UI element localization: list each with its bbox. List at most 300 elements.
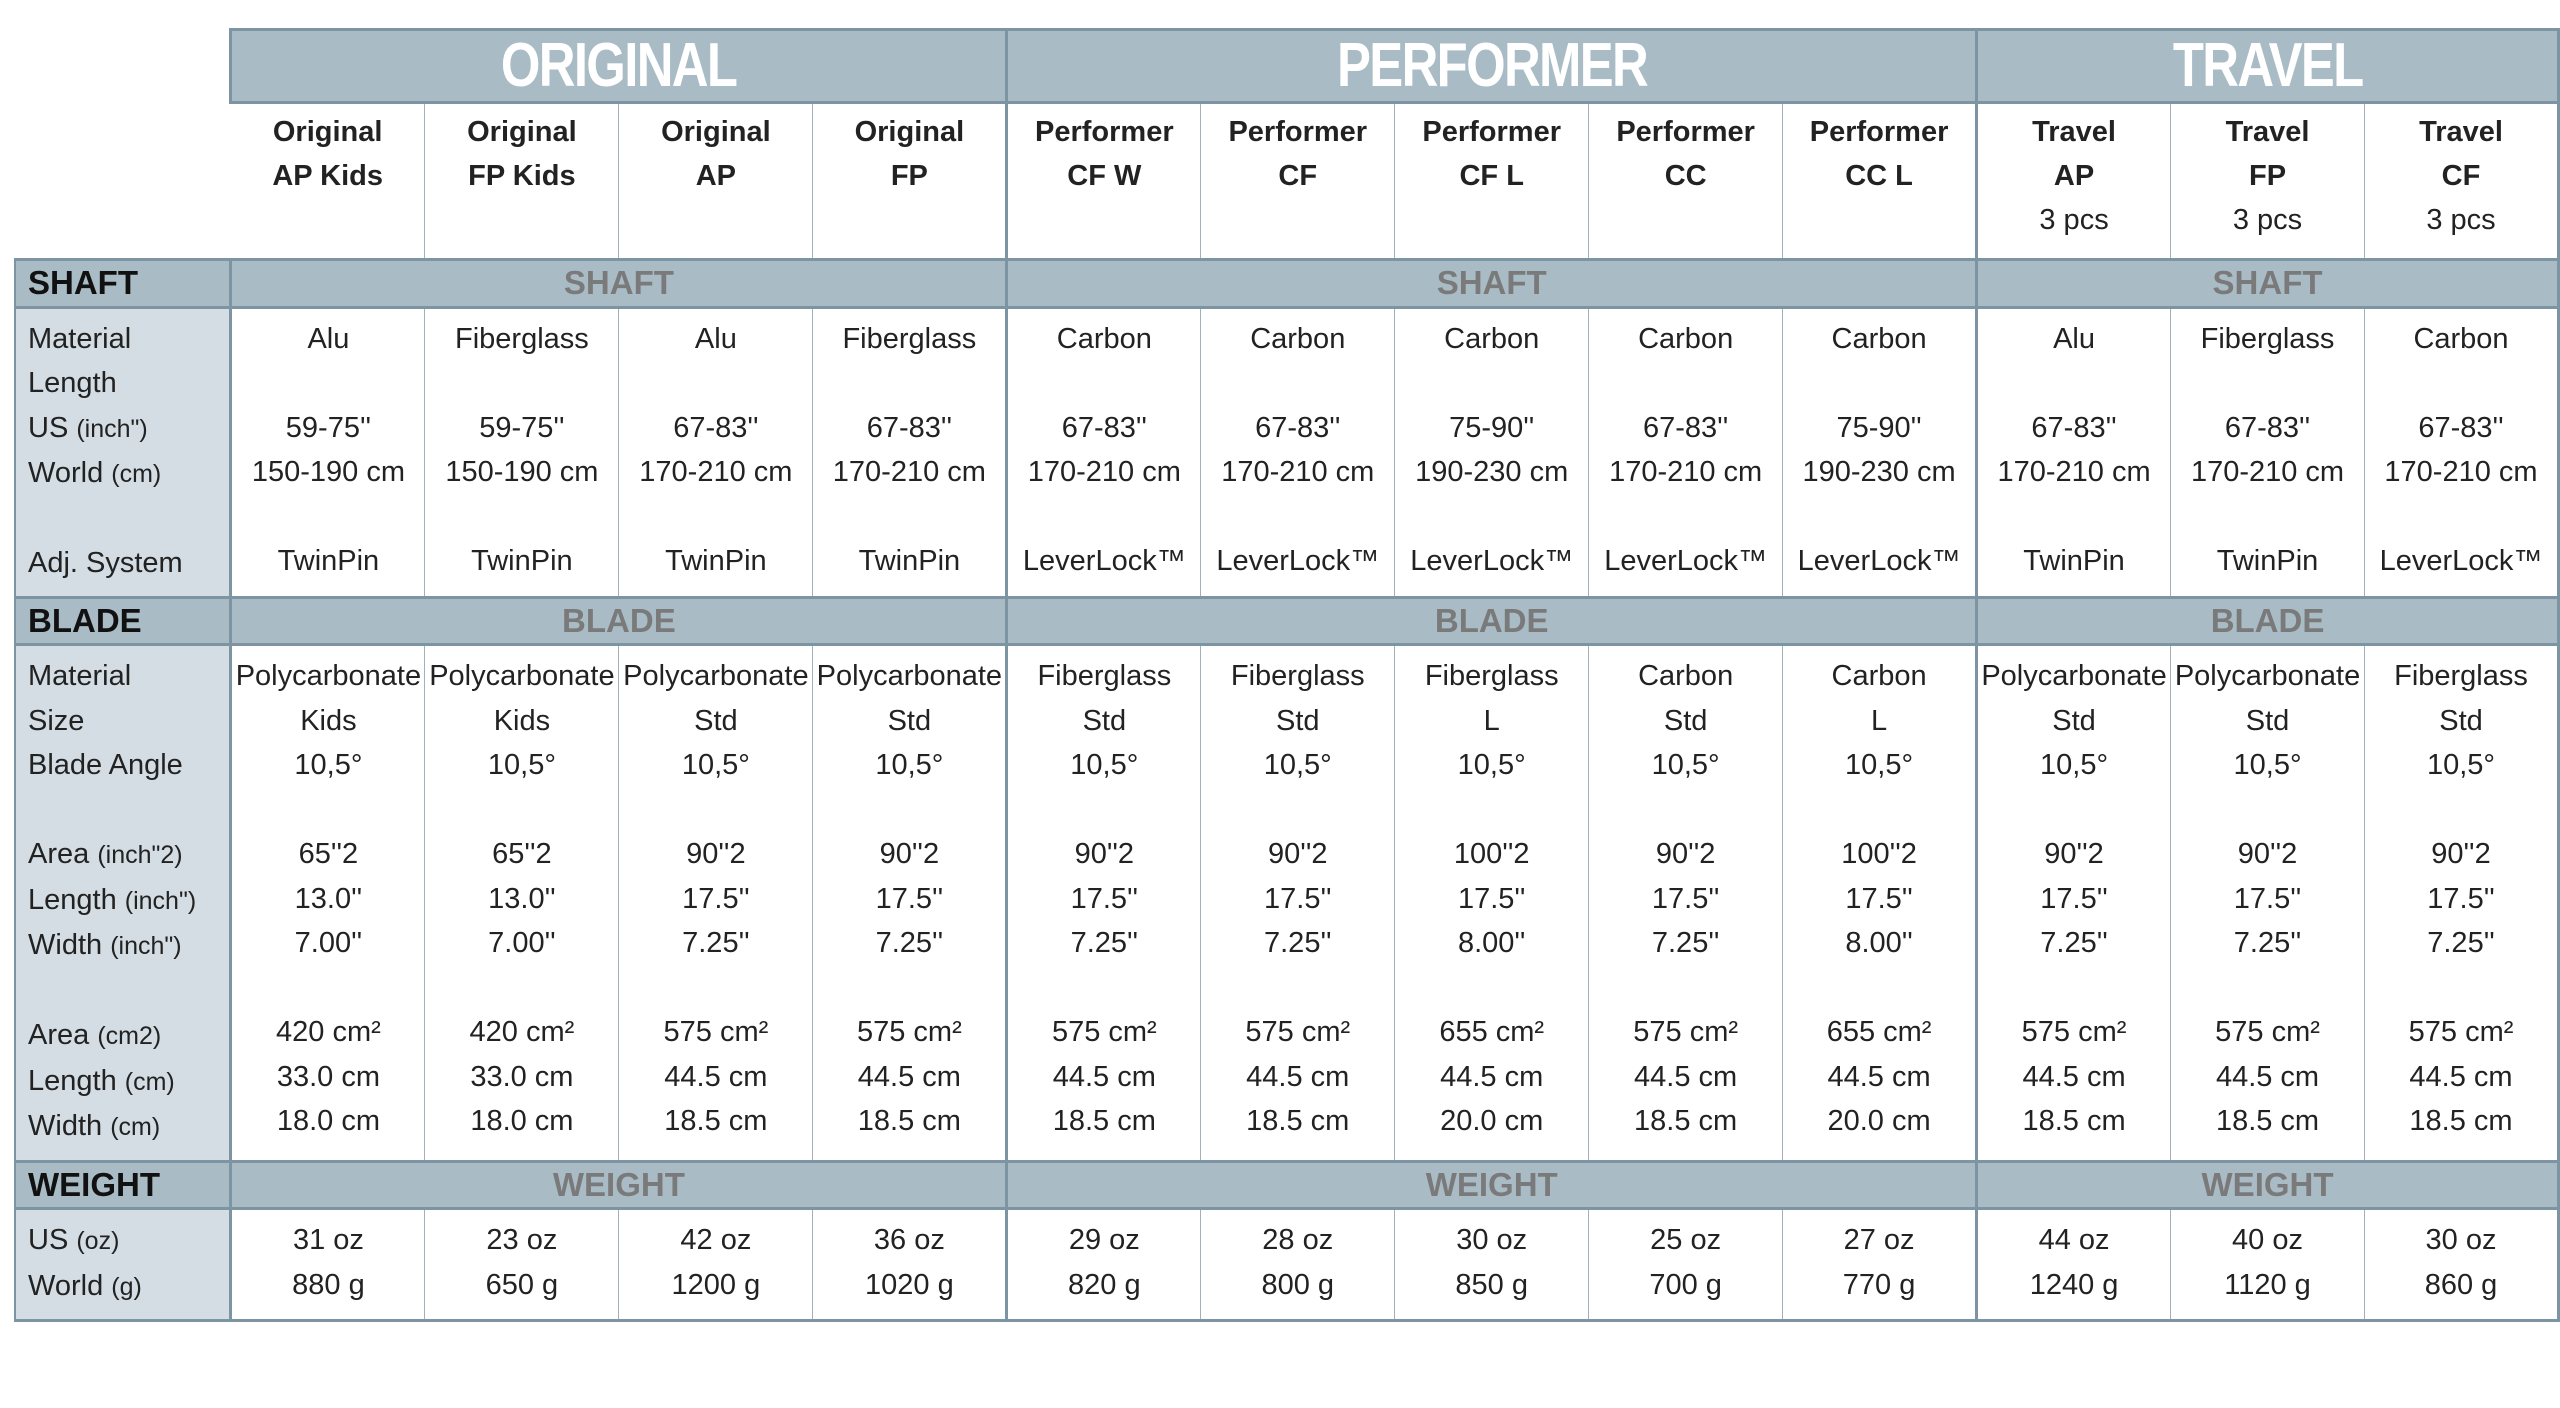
cell-value: 575 cm²: [856, 1016, 962, 1048]
cell-empty: [2365, 361, 2557, 406]
value-cell: [1201, 1209, 1395, 1321]
cell-value: Kids: [493, 704, 551, 737]
spacer: [1589, 495, 1782, 540]
cell-value: 150-190 cm: [445, 456, 599, 488]
cell-value: 90''2: [1655, 838, 1716, 870]
cell-value: 23 oz: [486, 1224, 558, 1256]
cell-value: Std: [1663, 704, 1708, 737]
cell-value: 10,5°: [1651, 749, 1720, 781]
row-label-unit: (cm2): [97, 1022, 162, 1050]
model-name-line1: Performer: [1809, 116, 1949, 148]
value-cell: [1395, 645, 1589, 1162]
cell-value: Std: [1276, 704, 1320, 737]
spacer: [28, 497, 229, 542]
cell-value: 18.5 cm: [1052, 1105, 1156, 1137]
value-cell: [1007, 307, 1201, 597]
cell-value: 8.00'': [1457, 927, 1526, 959]
cell-value: 18.0 cm: [276, 1105, 380, 1137]
cell-empty: [1395, 361, 1588, 406]
value-cell: [1395, 1209, 1589, 1321]
section-group-label: SHAFT: [1007, 260, 1977, 308]
cell-value: 100''2: [1841, 838, 1917, 870]
model-header: [2365, 103, 2559, 260]
cell-value: Fiberglass: [2200, 322, 2335, 355]
cell-value: 27 oz: [1843, 1224, 1915, 1256]
cell-value: L: [1483, 704, 1500, 737]
value-cell: [1783, 645, 1977, 1162]
cell-value: 44.5 cm: [664, 1060, 768, 1093]
cell-value: 17.5'': [1457, 882, 1526, 915]
cell-value: 7.00'': [294, 927, 363, 959]
cell-value: 10,5°: [1845, 749, 1914, 781]
value-cell: [813, 645, 1007, 1162]
blade-block: [15, 645, 2559, 1162]
model-name-line2: FP: [890, 160, 928, 192]
cell-value: Polycarbonate: [235, 660, 422, 692]
cell-value: LeverLock™: [1216, 545, 1380, 577]
cell-value: Kids: [300, 704, 357, 737]
cell-value: 18.5 cm: [1246, 1105, 1350, 1137]
value-cell: [1783, 307, 1977, 597]
value-cell: [619, 307, 813, 597]
cell-value: 18.0 cm: [470, 1105, 574, 1137]
cell-value: 170-210 cm: [1221, 456, 1375, 488]
cell-value: 7.25'': [2233, 927, 2302, 959]
row-label-main: Material: [28, 660, 132, 692]
model-name-line1: Performer: [1035, 116, 1174, 148]
cell-value: 90''2: [879, 838, 940, 870]
spacer: [28, 788, 229, 833]
value-cell: [2171, 1209, 2365, 1321]
model-name-line1: Original: [661, 116, 771, 148]
row-labels: [15, 307, 231, 597]
row-label-main: Adj. System: [28, 547, 183, 579]
model-name-line2: CF W: [1067, 160, 1142, 192]
cell-value: 17.5'': [682, 882, 750, 915]
model-name-line2: AP Kids: [272, 160, 383, 192]
row-label-main: US: [28, 411, 77, 444]
model-header: [1007, 103, 1201, 260]
value-cell: [425, 645, 619, 1162]
value-cell: [1201, 645, 1395, 1162]
cell-value: 75-90'': [1836, 411, 1922, 444]
spacer: [28, 969, 229, 1014]
cell-value: 44.5 cm: [2215, 1060, 2320, 1093]
value-cell: [2365, 307, 2559, 597]
value-cell: [2365, 645, 2559, 1162]
spacer: [2171, 788, 2364, 833]
spacer: [232, 788, 424, 833]
row-label-unit: (cm): [111, 460, 162, 488]
cell-value: 7.25'': [1651, 927, 1720, 959]
cell-value: 575 cm²: [2021, 1016, 2127, 1048]
spacer: [1008, 495, 1200, 540]
model-name-line3: 3 pcs: [2426, 204, 2496, 236]
value-cell: [231, 1209, 425, 1321]
corner-cell: [15, 103, 231, 260]
cell-value: 67-83'': [866, 411, 952, 444]
model-header: [1783, 103, 1977, 260]
cell-value: Fiberglass: [2394, 660, 2528, 692]
model-name-line1: Performer: [1616, 116, 1755, 148]
cell-value: 170-210 cm: [2190, 456, 2345, 488]
group-title: [1977, 30, 2559, 103]
cell-empty: [1978, 361, 2170, 406]
spacer: [232, 966, 424, 1011]
cell-value: TwinPin: [471, 545, 573, 577]
row-label-unit: (inch"2): [97, 841, 183, 869]
section-row-weight: [15, 1161, 2559, 1209]
cell-value: 20.0 cm: [1827, 1105, 1931, 1137]
cell-value: 18.5 cm: [664, 1105, 768, 1137]
model-name-line1: Travel: [2032, 116, 2116, 148]
row-label-main: World: [28, 1269, 112, 1302]
shaft-block: [15, 307, 2559, 597]
spacer: [1201, 788, 1394, 833]
cell-value: 10,5°: [487, 749, 556, 781]
group-header-row: [15, 30, 2559, 103]
cell-value: 575 cm²: [2408, 1016, 2514, 1048]
cell-value: Std: [2245, 704, 2290, 737]
cell-value: 65''2: [492, 838, 552, 870]
cell-value: 25 oz: [1650, 1224, 1722, 1256]
cell-empty: [232, 361, 424, 406]
cell-empty: [619, 361, 812, 406]
cell-value: 700 g: [1649, 1268, 1722, 1301]
model-name-line2: FP: [2248, 160, 2287, 192]
spacer: [619, 495, 812, 540]
section-row-blade: [15, 597, 2559, 645]
cell-value: Fiberglass: [842, 322, 977, 355]
cell-value: 880 g: [292, 1268, 365, 1301]
cell-value: 1200 g: [671, 1268, 761, 1301]
model-name-line1: Performer: [1228, 116, 1368, 148]
cell-value: 170-210 cm: [1027, 456, 1181, 488]
cell-value: Polycarbonate: [2174, 660, 2361, 692]
cell-value: 770 g: [1842, 1268, 1916, 1301]
model-header: [1201, 103, 1395, 260]
spacer: [425, 966, 618, 1011]
section-label: SHAFT: [15, 260, 231, 308]
group-title-text: PERFORMER: [1336, 31, 1647, 100]
spacer: [1978, 788, 2170, 833]
spacer: [1008, 788, 1200, 833]
cell-value: 36 oz: [873, 1224, 945, 1256]
cell-value: 13.0'': [294, 882, 363, 915]
cell-value: 17.5'': [2427, 882, 2495, 915]
row-label-unit: (oz): [76, 1227, 120, 1255]
cell-value: 850 g: [1455, 1268, 1528, 1301]
row-label: [28, 361, 229, 406]
cell-value: 17.5'': [1070, 882, 1139, 915]
group-title: [1007, 30, 1977, 103]
row-label-main: World: [28, 457, 112, 489]
value-cell: [813, 1209, 1007, 1321]
spacer: [1008, 966, 1200, 1011]
cell-value: Std: [2439, 704, 2483, 737]
section-group-label: BLADE: [1007, 597, 1977, 645]
cell-value: 59-75'': [285, 411, 372, 444]
cell-value: Alu: [307, 322, 350, 355]
cell-value: Fiberglass: [1424, 660, 1559, 692]
cell-value: 67-83'': [2224, 411, 2311, 444]
model-header: [2171, 103, 2365, 260]
row-label-unit: (cm): [124, 1067, 175, 1096]
cell-value: 7.25'': [682, 927, 750, 959]
cell-value: 1020 g: [865, 1268, 954, 1301]
cell-value: 150-190 cm: [251, 456, 405, 488]
value-cell: [1589, 645, 1783, 1162]
group-title-text: ORIGINAL: [501, 31, 737, 100]
cell-value: 33.0 cm: [276, 1060, 380, 1093]
row-label: [28, 743, 229, 788]
model-name-line1: Performer: [1422, 116, 1562, 148]
cell-value: 17.5'': [1651, 882, 1720, 915]
cell-value: Carbon: [1250, 322, 1346, 355]
cell-value: 1240 g: [2029, 1268, 2119, 1301]
spacer: [1201, 495, 1394, 540]
cell-value: LeverLock™: [1410, 545, 1574, 577]
row-label: [28, 317, 229, 362]
cell-value: 18.5 cm: [2409, 1105, 2513, 1137]
spacer: [1589, 966, 1782, 1011]
cell-value: Carbon: [1831, 322, 1927, 355]
cell-value: Fiberglass: [1230, 660, 1365, 692]
cell-value: 30 oz: [2425, 1224, 2497, 1256]
cell-value: LeverLock™: [1022, 545, 1186, 577]
spacer: [1783, 788, 1975, 833]
cell-value: 10,5°: [2040, 749, 2109, 781]
row-label: [28, 699, 229, 744]
cell-value: LeverLock™: [1797, 545, 1961, 577]
cell-value: 44.5 cm: [2022, 1060, 2126, 1093]
spacer: [1978, 495, 2170, 540]
row-label-main: Area: [28, 1019, 98, 1051]
cell-value: 170-210 cm: [1609, 456, 1763, 488]
model-header-row: [15, 103, 2559, 260]
value-cell: [2171, 307, 2365, 597]
value-cell: [2171, 645, 2365, 1162]
cell-value: 655 cm²: [1826, 1016, 1932, 1048]
cell-value: Alu: [694, 322, 737, 355]
row-label-main: Width: [28, 929, 111, 961]
cell-value: 1120 g: [2224, 1268, 2311, 1301]
row-label: [28, 1013, 229, 1059]
model-header: [813, 103, 1007, 260]
cell-value: 17.5'': [1264, 882, 1332, 915]
section-group-label: WEIGHT: [1007, 1161, 1977, 1209]
cell-value: 860 g: [2424, 1268, 2498, 1301]
model-name-line1: Travel: [2225, 116, 2310, 148]
cell-value: 8.00'': [1845, 927, 1913, 959]
cell-value: Fiberglass: [455, 322, 589, 355]
model-name-line2: AP: [695, 160, 737, 192]
value-cell: [1007, 645, 1201, 1162]
model-header: [1977, 103, 2171, 260]
value-cell: [1589, 1209, 1783, 1321]
cell-value: 575 cm²: [1245, 1016, 1351, 1048]
value-cell: [1783, 1209, 1977, 1321]
cell-empty: [1783, 361, 1975, 406]
model-name-line2: FP Kids: [468, 160, 576, 192]
model-name-line1: Original: [272, 116, 383, 148]
cell-value: 90''2: [1268, 838, 1328, 870]
cell-value: 100''2: [1453, 838, 1530, 870]
row-label-unit: (cm): [110, 1113, 161, 1141]
value-cell: [425, 1209, 619, 1321]
model-header: [425, 103, 619, 260]
value-cell: [425, 307, 619, 597]
cell-value: 44.5 cm: [1440, 1060, 1544, 1093]
row-label-main: Blade Angle: [28, 749, 183, 781]
cell-value: 420 cm²: [469, 1016, 575, 1048]
row-label-main: Size: [28, 704, 85, 737]
cell-value: 655 cm²: [1439, 1016, 1545, 1048]
cell-empty: [2171, 361, 2364, 406]
cell-value: 575 cm²: [1051, 1016, 1157, 1048]
cell-value: 67-83'': [673, 411, 759, 444]
row-label-main: Length: [28, 883, 125, 916]
cell-value: 10,5°: [875, 749, 944, 781]
model-name-line2: AP: [2053, 160, 2095, 192]
cell-value: 17.5'': [2040, 882, 2108, 915]
cell-value: 7.25'': [1264, 927, 1332, 959]
model-header: [1589, 103, 1783, 260]
value-cell: [231, 307, 425, 597]
row-label-unit: (inch"): [110, 932, 182, 960]
cell-empty: [813, 361, 1005, 406]
spacer: [1395, 495, 1588, 540]
cell-value: 67-83'': [2418, 411, 2504, 444]
cell-value: 17.5'': [2233, 882, 2302, 915]
cell-value: 7.25'': [2040, 927, 2108, 959]
row-label-main: Length: [28, 367, 117, 399]
cell-value: 29 oz: [1068, 1224, 1140, 1256]
cell-value: 10,5°: [1457, 749, 1526, 781]
spacer: [1395, 966, 1588, 1011]
row-label: [28, 878, 229, 924]
cell-value: 575 cm²: [1633, 1016, 1739, 1048]
cell-value: LeverLock™: [1604, 545, 1768, 577]
spacer: [2365, 495, 2557, 540]
row-label: [28, 654, 229, 699]
cell-value: 40 oz: [2232, 1224, 2303, 1256]
cell-value: 28 oz: [1262, 1224, 1334, 1256]
cell-value: Polycarbonate: [429, 660, 615, 692]
cell-value: 44.5 cm: [857, 1060, 961, 1093]
cell-value: 90''2: [2237, 838, 2298, 870]
section-group-label: BLADE: [1977, 597, 2559, 645]
value-cell: [619, 645, 813, 1162]
cell-value: 170-210 cm: [2384, 456, 2538, 488]
cell-value: 44 oz: [2038, 1224, 2110, 1256]
cell-value: TwinPin: [2216, 545, 2319, 577]
model-header: [619, 103, 813, 260]
cell-value: 20.0 cm: [1440, 1105, 1544, 1137]
cell-value: Carbon: [1638, 660, 1734, 692]
cell-value: 575 cm²: [663, 1016, 769, 1048]
cell-value: Carbon: [1638, 322, 1734, 355]
cell-value: 10,5°: [681, 749, 750, 781]
cell-value: Std: [1082, 704, 1127, 737]
model-name-line1: Original: [467, 116, 577, 148]
cell-value: 820 g: [1068, 1268, 1141, 1301]
cell-value: 800 g: [1261, 1268, 1335, 1301]
cell-value: 42 oz: [680, 1224, 752, 1256]
model-name-line3: 3 pcs: [2039, 204, 2109, 236]
row-label: [28, 832, 229, 878]
value-cell: [1395, 307, 1589, 597]
cell-value: Polycarbonate: [623, 660, 809, 692]
cell-value: Carbon: [1831, 660, 1927, 692]
spacer: [813, 788, 1005, 833]
cell-value: 30 oz: [1456, 1224, 1528, 1256]
cell-value: 67-83'': [1061, 411, 1147, 444]
section-label: BLADE: [15, 597, 231, 645]
value-cell: [2365, 1209, 2559, 1321]
cell-value: 650 g: [485, 1268, 559, 1301]
spacer: [1395, 788, 1588, 833]
cell-value: 18.5 cm: [1634, 1105, 1738, 1137]
cell-value: TwinPin: [665, 545, 767, 577]
model-name-line2: CF: [1278, 160, 1318, 192]
cell-value: Polycarbonate: [1981, 660, 2167, 692]
row-label-main: Length: [28, 1064, 125, 1097]
cell-value: TwinPin: [2023, 545, 2125, 577]
cell-value: 190-230 cm: [1415, 456, 1569, 488]
model-header: [231, 103, 425, 260]
row-label-unit: (g): [111, 1272, 142, 1301]
spacer: [232, 495, 424, 540]
cell-value: 420 cm²: [276, 1016, 381, 1048]
cell-value: 75-90'': [1449, 411, 1535, 444]
section-group-label: WEIGHT: [1977, 1161, 2559, 1209]
cell-value: Polycarbonate: [816, 660, 1003, 692]
cell-value: 44.5 cm: [2409, 1060, 2513, 1093]
cell-value: 170-210 cm: [639, 456, 793, 488]
section-group-label: SHAFT: [231, 260, 1007, 308]
cell-value: 10,5°: [1263, 749, 1332, 781]
row-label-main: US: [28, 1224, 77, 1256]
cell-value: 33.0 cm: [470, 1060, 574, 1093]
cell-value: 13.0'': [488, 882, 556, 915]
cell-empty: [1201, 361, 1394, 406]
value-cell: [813, 307, 1007, 597]
value-cell: [1977, 307, 2171, 597]
cell-value: 7.25'': [1070, 927, 1139, 959]
cell-value: 44.5 cm: [1634, 1060, 1738, 1093]
section-row-shaft: [15, 260, 2559, 308]
row-label-main: Material: [28, 322, 132, 355]
spacer: [2365, 966, 2557, 1011]
row-labels: [15, 645, 231, 1162]
cell-value: Carbon: [2413, 322, 2509, 355]
cell-value: 44.5 cm: [1052, 1060, 1156, 1093]
row-label: [28, 1264, 229, 1310]
cell-value: 7.25'': [875, 927, 944, 959]
cell-value: 18.5 cm: [2022, 1105, 2126, 1137]
cell-value: Fiberglass: [1037, 660, 1172, 692]
value-cell: [231, 645, 425, 1162]
model-name-line2: CC L: [1845, 160, 1913, 192]
spacer: [2171, 966, 2364, 1011]
spacer: [1978, 966, 2170, 1011]
row-label: [28, 1059, 229, 1105]
spacer: [2365, 788, 2557, 833]
value-cell: [619, 1209, 813, 1321]
cell-empty: [425, 361, 618, 406]
cell-value: 170-210 cm: [1997, 456, 2151, 488]
